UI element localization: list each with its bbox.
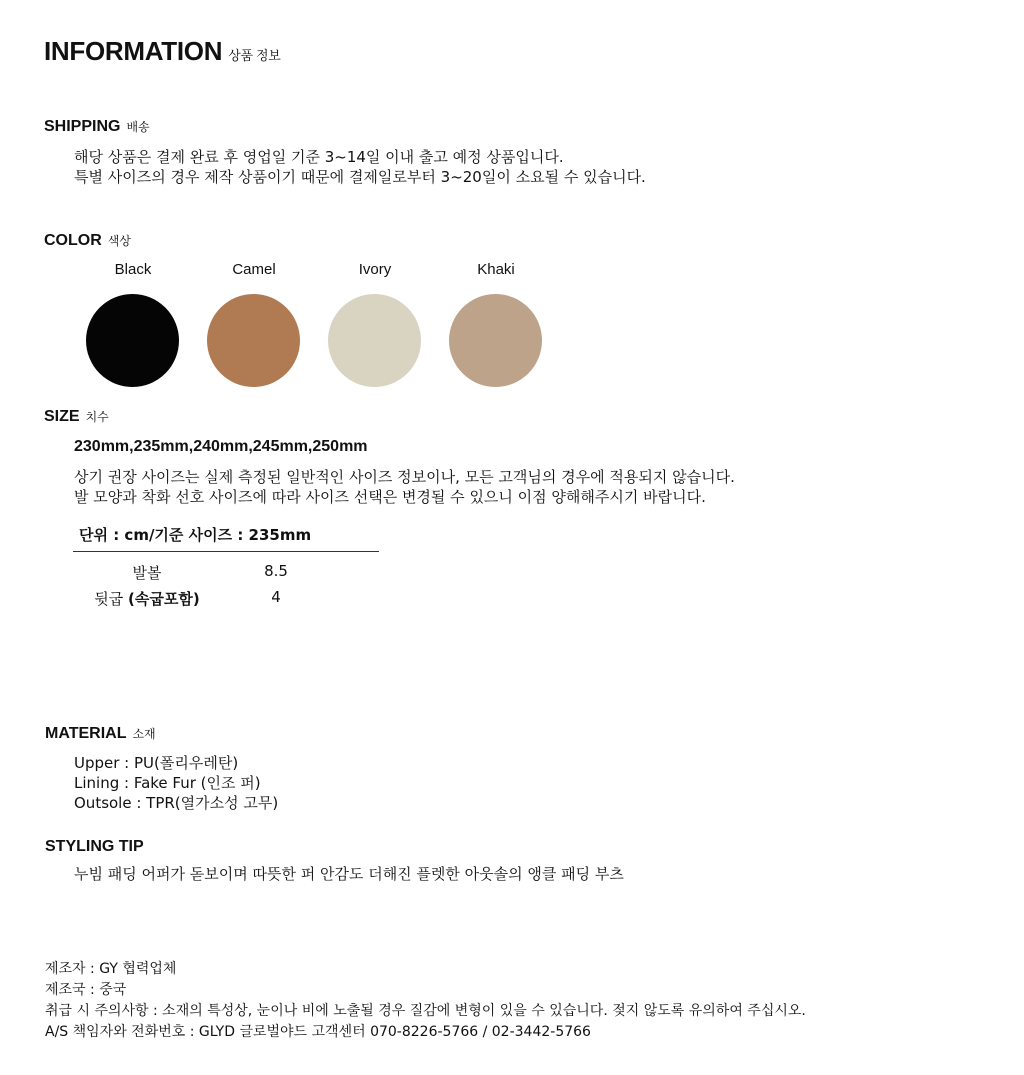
color-swatch-black: [86, 294, 179, 387]
color-name-ivory: Ivory: [358, 261, 392, 278]
footer-line: 취급 시 주의사항 : 소재의 특성상, 눈이나 비에 노출될 경우 질감에 변형이 있을 수 있습니다. 젖지 않도록 유의하여 주십시오.: [45, 1003, 806, 1019]
page-title: [44, 36, 281, 67]
color-subtitle: 색상: [107, 234, 131, 248]
color-swatch-camel: [207, 294, 300, 387]
material-heading: [45, 725, 156, 743]
shipping-heading: [44, 118, 150, 136]
size-title: SIZE: [44, 408, 80, 425]
row-label-text: 뒷굽: [94, 590, 129, 608]
color-title: COLOR: [44, 232, 102, 249]
color-name-khaki: Khaki: [477, 261, 515, 278]
color-name-camel: Camel: [232, 261, 276, 278]
color-heading: [44, 232, 131, 250]
footer-line: A/S 책임자와 전화번호 : GLYD 글로벌야드 고객센터 070-8226-5766 / 02-3442-5766: [45, 1024, 591, 1040]
size-table-divider: [73, 551, 379, 552]
size-list: 230mm,235mm,240mm,245mm,250mm: [74, 438, 368, 455]
styling-title: STYLING TIP: [45, 838, 144, 855]
material-line: Outsole : TPR(열가소성 고무): [74, 794, 279, 812]
size-table-row-value: 8.5: [264, 562, 288, 580]
material-text: [74, 753, 278, 813]
footer-info: [45, 959, 806, 1043]
material-subtitle: 소재: [132, 727, 156, 741]
page-title-text: INFORMATION: [44, 36, 223, 66]
shipping-line: 해당 상품은 결제 완료 후 영업일 기준 3~14일 이내 출고 예정 상품입니다.: [74, 148, 564, 166]
styling-text: 누빔 패딩 어퍼가 돋보이며 따뜻한 퍼 안감도 더해진 플렛한 아웃솔의 앵클 패딩 부츠: [74, 865, 624, 883]
page-subtitle: 상품 정보: [228, 48, 281, 63]
shipping-text: [74, 147, 646, 187]
row-label-bold: (속굽포함): [128, 590, 200, 608]
size-table-header: 단위 : cm/기준 사이즈 : 235mm: [79, 526, 312, 544]
shipping-title: SHIPPING: [44, 118, 121, 135]
shipping-subtitle: 배송: [126, 120, 150, 134]
size-table-row-value: 4: [271, 588, 281, 606]
footer-line: 제조국 : 중국: [45, 982, 127, 998]
shipping-line: 특별 사이즈의 경우 제작 상품이기 때문에 결제일로부터 3~20일이 소요될 수 있습니다.: [74, 168, 646, 186]
size-note: 발 모양과 착화 선호 사이즈에 따라 사이즈 선택은 변경될 수 있으니 이점 양해해주시기 바랍니다.: [74, 488, 706, 506]
size-heading: [44, 408, 109, 426]
size-table-row-label: [72, 562, 222, 583]
footer-line: 제조자 : GY 협력업체: [45, 961, 177, 977]
size-table-row-label: [72, 588, 222, 609]
color-swatch-ivory: [328, 294, 421, 387]
material-line: Lining : Fake Fur (인조 퍼): [74, 774, 261, 792]
size-note: 상기 권장 사이즈는 실제 측정된 일반적인 사이즈 정보이나, 모든 고객님의 경우에 적용되지 않습니다.: [74, 468, 735, 486]
row-label-text: 발볼: [132, 564, 162, 582]
color-name-black: Black: [114, 261, 152, 278]
material-line: Upper : PU(폴리우레탄): [74, 754, 239, 772]
size-subtitle: 치수: [85, 410, 109, 424]
styling-heading: [45, 838, 144, 856]
material-title: MATERIAL: [45, 725, 127, 742]
color-swatch-khaki: [449, 294, 542, 387]
size-notes: [74, 467, 735, 507]
